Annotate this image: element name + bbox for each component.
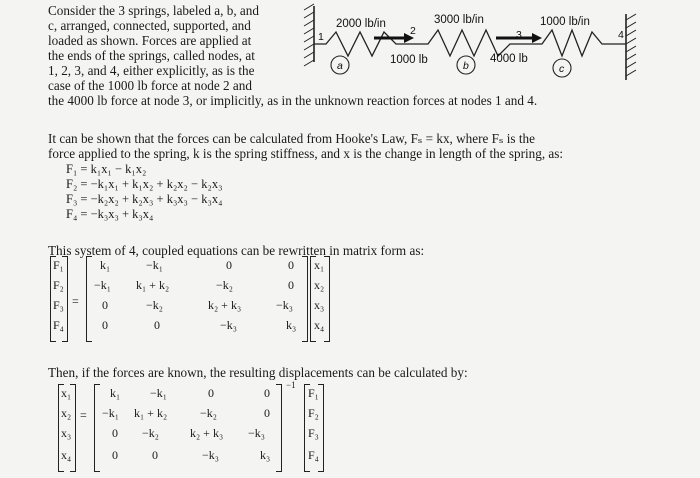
spring-a	[314, 32, 414, 56]
k-cell: −k₂	[142, 426, 159, 440]
spring-b-label: b	[463, 60, 469, 72]
node3-label: 3	[516, 29, 522, 41]
right-wall-hatch	[626, 14, 636, 76]
intro-line: c, arranged, connected, supported, and	[48, 18, 251, 33]
stiffness-c-label: 1000 lb/in	[540, 16, 590, 28]
k-cell: −k₃	[248, 426, 265, 440]
bracket-left	[86, 256, 92, 342]
equals-sign: =	[72, 294, 79, 308]
k-cell: 0	[154, 318, 160, 332]
k-cell: 0	[102, 298, 108, 312]
k-cell: 0	[208, 386, 214, 400]
rhs-cell: F₁	[308, 386, 319, 400]
lhs-cell: x₂	[61, 406, 72, 420]
equation-f1: F₁ = k₁x₁ − k₁x₂	[66, 162, 147, 176]
k-cell: 0	[226, 258, 232, 272]
hooke-line: It can be shown that the forces can be calculated from Hooke's Law, Fₛ = kx, where Fₛ is the	[48, 131, 535, 146]
bracket-left	[94, 384, 100, 472]
rhs-cell: x₄	[314, 318, 325, 332]
intro-line: 1, 2, 3, and 4, either explicitly, as is the	[48, 63, 255, 78]
intro-line: case of the 1000 lb force at node 2 and	[48, 78, 252, 93]
k-cell: −k₂	[216, 278, 233, 292]
rhs-cell: F₄	[308, 448, 319, 462]
lhs-cell: F₃	[53, 298, 64, 312]
equation-f3: F₃ = −k₂x₂ + k₂x₃ + k₃x₃ − k₃x₄	[66, 192, 223, 206]
k-cell: −k₁	[94, 278, 111, 292]
bracket-right	[318, 384, 324, 472]
k-cell: −k₁	[150, 386, 167, 400]
spring-diagram	[296, 0, 700, 92]
intro-line: the 4000 lb force at node 3, or implicitly, as in the unknown reaction forces at nodes 1 and 4.	[48, 93, 538, 108]
left-wall-hatch	[304, 4, 314, 66]
spring-c	[528, 30, 626, 56]
k-cell: −k₃	[202, 448, 219, 462]
node1-label: 1	[318, 31, 324, 43]
lhs-cell: F₄	[53, 318, 64, 332]
matrix-equation-1	[50, 256, 390, 346]
equation-f2: F₂ = −k₁x₁ + k₁x₂ + k₂x₂ − k₂x₃	[66, 177, 223, 191]
rhs-cell: x₁	[314, 258, 325, 272]
intro-line: loaded as shown. Forces are applied at	[48, 33, 252, 48]
bracket-right	[302, 256, 308, 342]
force-node2-label: 1000 lb	[390, 54, 428, 66]
k-cell: k₁	[110, 386, 121, 400]
k-cell: k₂ + k₃	[208, 298, 242, 312]
k-cell: 0	[112, 426, 118, 440]
lhs-cell: F₁	[53, 258, 64, 272]
lhs-cell: F₂	[53, 278, 64, 292]
rhs-cell: F₂	[308, 406, 319, 420]
k-cell: 0	[112, 448, 118, 462]
lhs-cell: x₁	[61, 386, 72, 400]
force-node3-label: 4000 lb	[490, 53, 528, 65]
rhs-cell: x₃	[314, 298, 325, 312]
inverse-superscript: −1	[286, 380, 296, 390]
bracket-right	[324, 256, 330, 342]
rhs-cell: F₃	[308, 426, 319, 440]
k-cell: −k₃	[220, 318, 237, 332]
k-cell: 0	[288, 258, 294, 272]
k-cell: 0	[102, 318, 108, 332]
k-cell: k₁ + k₂	[134, 406, 168, 420]
intro-line: the ends of the springs, called nodes, at	[48, 48, 255, 63]
displacement-intro: Then, if the forces are known, the resulting displacements can be calculated by:	[48, 365, 468, 380]
bracket-right	[276, 384, 282, 472]
k-cell: 0	[264, 386, 270, 400]
k-cell: k₂ + k₃	[190, 426, 224, 440]
spring-a-label: a	[337, 60, 343, 72]
k-cell: 0	[152, 448, 158, 462]
k-cell: −k₃	[276, 298, 293, 312]
matrix-intro: This system of 4, coupled equations can be rewritten in matrix form as:	[48, 243, 425, 258]
k-cell: k₃	[260, 448, 271, 462]
intro-line: Consider the 3 springs, labeled a, b, and	[48, 3, 259, 18]
node2-label: 2	[410, 25, 416, 37]
arrowhead-node3	[532, 33, 542, 43]
k-cell: 0	[264, 406, 270, 420]
node4-label: 4	[618, 29, 624, 41]
hooke-line: force applied to the spring, k is the spring stiffness, and x is the change in length of the spring, as:	[48, 146, 564, 161]
lhs-cell: x₃	[61, 426, 72, 440]
matrix-equation-2	[58, 380, 398, 476]
stiffness-b-label: 3000 lb/in	[434, 14, 484, 26]
k-cell: 0	[288, 278, 294, 292]
stiffness-a-label: 2000 lb/in	[336, 18, 386, 30]
k-cell: −k₂	[200, 406, 217, 420]
k-cell: −k₁	[102, 406, 119, 420]
equals-sign: =	[80, 408, 87, 422]
k-cell: −k₂	[146, 298, 163, 312]
spring-c-label: c	[559, 63, 565, 75]
equation-f4: F₄ = −k₃x₃ + k₃x₄	[66, 207, 154, 221]
k-cell: −k₁	[146, 258, 163, 272]
k-cell: k₃	[286, 318, 297, 332]
rhs-cell: x₂	[314, 278, 325, 292]
k-cell: k₁	[100, 258, 111, 272]
k-cell: k₁ + k₂	[136, 278, 170, 292]
lhs-cell: x₄	[61, 448, 72, 462]
